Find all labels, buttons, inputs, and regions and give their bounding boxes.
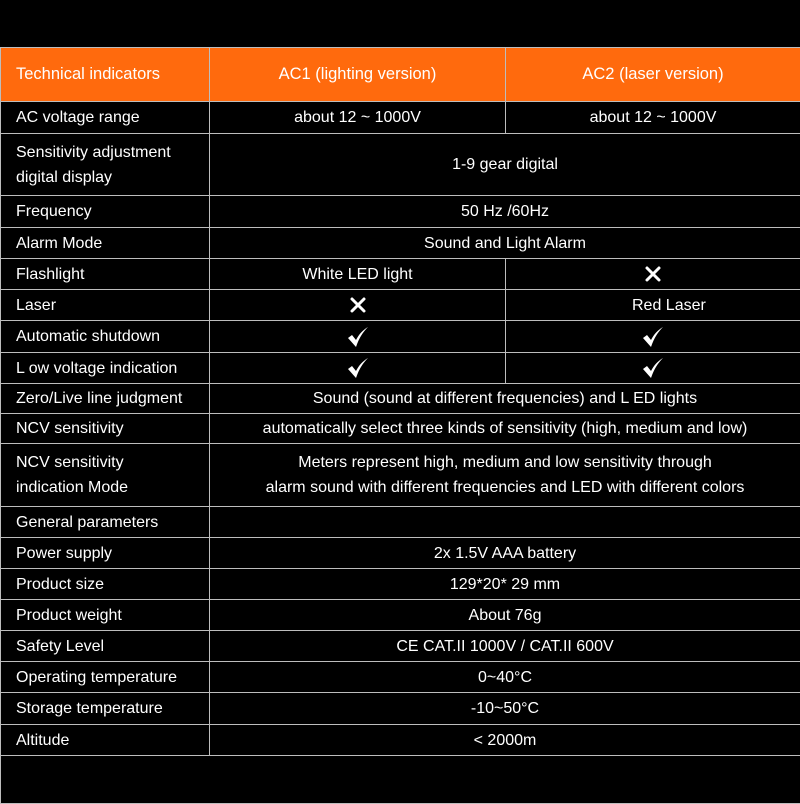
row-label-sensitivity-display [1, 134, 210, 196]
value-ncv-sensitivity: automatically select three kinds of sensitivity (high, medium and low) [210, 414, 800, 444]
check-icon [346, 357, 370, 379]
row-label-ncv-sensitivity: NCV sensitivity [1, 414, 210, 444]
table-row [1, 196, 800, 228]
value-storage-temperature: -10~50°C [210, 693, 800, 725]
table-row [1, 444, 800, 507]
header-ac1: AC1 (lighting version) [210, 48, 506, 102]
row-label-alarm-mode: Alarm Mode [1, 228, 210, 259]
row-label-general-parameters: General parameters [1, 507, 210, 538]
table-row-empty [1, 756, 800, 804]
table-row [1, 321, 800, 353]
value-alarm-mode: Sound and Light Alarm [210, 228, 800, 259]
ac1-auto-shutdown [210, 321, 506, 353]
row-label-laser: Laser [1, 290, 210, 321]
label-line: indication Mode [16, 475, 209, 500]
table-row [1, 384, 800, 414]
row-label-power-supply: Power supply [1, 538, 210, 569]
value-line: alarm sound with different frequencies and LED with different colors [210, 475, 800, 500]
cross-icon [644, 265, 662, 283]
ac1-low-voltage [210, 353, 506, 384]
check-icon [641, 357, 665, 379]
row-label-storage-temperature: Storage temperature [1, 693, 210, 725]
row-label-ncv-indication [1, 444, 210, 507]
value-sensitivity-display: 1-9 gear digital [210, 134, 800, 196]
value-altitude: < 2000m [210, 725, 800, 756]
value-general-parameters [210, 507, 800, 538]
value-ncv-indication [210, 444, 800, 507]
ac1-ac-voltage: about 12 ~ 1000V [210, 102, 506, 134]
row-label-low-voltage: L ow voltage indication [1, 353, 210, 384]
table-row [1, 725, 800, 756]
row-label-product-weight: Product weight [1, 600, 210, 631]
empty-footer-cell [1, 756, 800, 804]
row-label-altitude: Altitude [1, 725, 210, 756]
row-label-zero-live: Zero/Live line judgment [1, 384, 210, 414]
table-row [1, 631, 800, 662]
row-label-ac-voltage: AC voltage range [1, 102, 210, 134]
table-row [1, 600, 800, 631]
ac1-flashlight: White LED light [210, 259, 506, 290]
table-row [1, 693, 800, 725]
table-row [1, 134, 800, 196]
row-label-flashlight: Flashlight [1, 259, 210, 290]
table-row [1, 569, 800, 600]
table-row [1, 538, 800, 569]
ac2-ac-voltage: about 12 ~ 1000V [506, 102, 800, 134]
value-operating-temperature: 0~40°C [210, 662, 800, 693]
row-label-safety-level: Safety Level [1, 631, 210, 662]
ac1-laser [210, 290, 506, 321]
table-row [1, 102, 800, 134]
value-line: Meters represent high, medium and low sensitivity through [210, 450, 800, 475]
table-row [1, 353, 800, 384]
ac2-flashlight [506, 259, 800, 290]
label-line: digital display [16, 165, 209, 190]
table-row [1, 259, 800, 290]
header-technical-indicators: Technical indicators [1, 48, 210, 102]
table-row [1, 507, 800, 538]
value-safety-level: CE CAT.II 1000V / CAT.II 600V [210, 631, 800, 662]
cross-icon [349, 296, 367, 314]
value-power-supply: 2x 1.5V AAA battery [210, 538, 800, 569]
label-line: NCV sensitivity [16, 450, 209, 475]
table-row [1, 290, 800, 321]
table-row [1, 662, 800, 693]
row-label-frequency: Frequency [1, 196, 210, 228]
row-label-auto-shutdown: Automatic shutdown [1, 321, 210, 353]
check-icon [346, 326, 370, 348]
header-ac2: AC2 (laser version) [506, 48, 800, 102]
ac2-auto-shutdown [506, 321, 800, 353]
table-row [1, 414, 800, 444]
value-zero-live: Sound (sound at different frequencies) and L ED lights [210, 384, 800, 414]
row-label-operating-temperature: Operating temperature [1, 662, 210, 693]
spec-table [0, 47, 800, 804]
ac2-low-voltage [506, 353, 800, 384]
value-frequency: 50 Hz /60Hz [210, 196, 800, 228]
table-row [1, 228, 800, 259]
row-label-product-size: Product size [1, 569, 210, 600]
ac2-laser: Red Laser [506, 290, 800, 321]
header-row [1, 48, 800, 102]
label-line: Sensitivity adjustment [16, 140, 209, 165]
value-product-weight: About 76g [210, 600, 800, 631]
check-icon [641, 326, 665, 348]
value-product-size: 129*20* 29 mm [210, 569, 800, 600]
